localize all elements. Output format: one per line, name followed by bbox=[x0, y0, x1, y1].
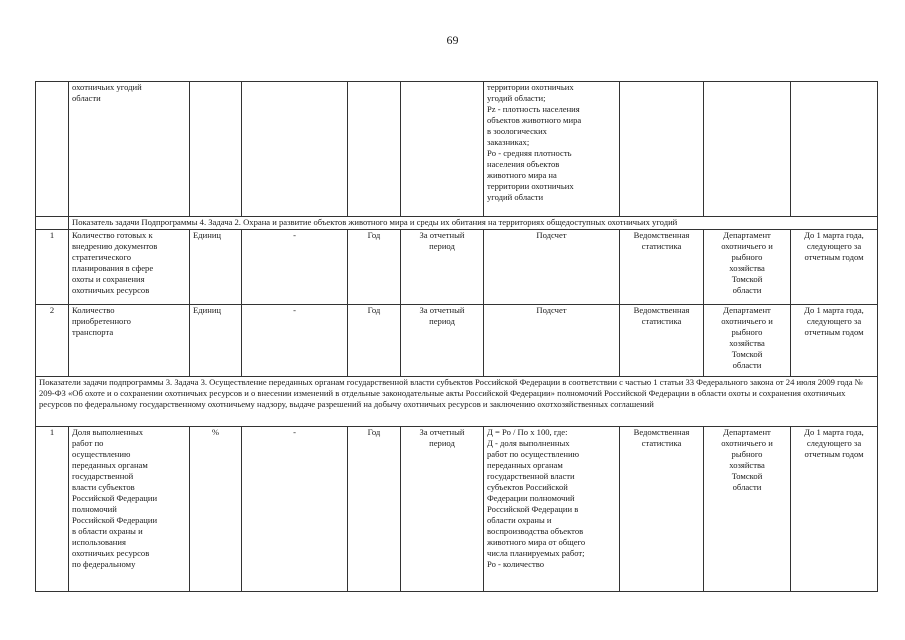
cell-responsible: Департамент охотничьего и рыбного хозяйства Томской области bbox=[704, 427, 791, 592]
section-heading-row bbox=[36, 377, 878, 427]
cell-responsible bbox=[704, 82, 791, 217]
cell-method: Подсчет bbox=[484, 230, 620, 305]
cell-num: 2 bbox=[36, 305, 69, 377]
cell-algorithm bbox=[242, 82, 348, 217]
cell-date: За отчетный период bbox=[401, 305, 484, 377]
cell-deadline: До 1 марта года, следующего за отчетным годом bbox=[791, 427, 878, 592]
cell-source bbox=[620, 82, 704, 217]
section-heading-row bbox=[36, 217, 878, 230]
cell-deadline: До 1 марта года, следующего за отчетным годом bbox=[791, 230, 878, 305]
cell-deadline bbox=[791, 82, 878, 217]
cell-unit bbox=[190, 82, 242, 217]
cell-period bbox=[348, 82, 401, 217]
cell-method: Д = Ро / По х 100, где: Д - доля выполненных работ по осуществлению переданных органам государственной власти субъектов Российской Федерации полномочий Российской Федерации в области охраны и воспроизводства объектов животного мира от общего числа планируемых работ; Ро - количество bbox=[484, 427, 620, 592]
cell-num: 1 bbox=[36, 230, 69, 305]
cell-algorithm: - bbox=[242, 305, 348, 377]
cell-num bbox=[36, 82, 69, 217]
cell-num bbox=[36, 217, 69, 230]
table-row bbox=[36, 230, 878, 305]
section-heading: Показатель задачи Подпрограммы 4. Задача 2. Охрана и развитие объектов животного мира и среды их обитания на территориях общедоступных охотничьих угодий bbox=[69, 217, 878, 230]
table-row bbox=[36, 427, 878, 592]
cell-period: Год bbox=[348, 230, 401, 305]
cell-responsible: Департамент охотничьего и рыбного хозяйства Томской области bbox=[704, 230, 791, 305]
table-row bbox=[36, 305, 878, 377]
cell-indicator-name: Доля выполненных работ по осуществлению переданных органам государственной власти субъектов Российской Федерации полномочий Российской Федерации в области охраны и использования охотничьих ресурсов по федеральному bbox=[69, 427, 190, 592]
cell-date bbox=[401, 82, 484, 217]
cell-formula: территории охотничьих угодий области; Pz - плотность населения объектов животного мира в зоологических заказниках; Po - средняя плотность населения объектов животного мира на территории охотничьих угодий области bbox=[484, 82, 620, 217]
cell-source: Ведомственная статистика bbox=[620, 230, 704, 305]
page-number: 69 bbox=[446, 33, 459, 47]
cell-indicator-name: Количество приобретенного транспорта bbox=[69, 305, 190, 377]
cell-algorithm: - bbox=[242, 230, 348, 305]
cell-responsible: Департамент охотничьего и рыбного хозяйства Томской области bbox=[704, 305, 791, 377]
cell-source: Ведомственная статистика bbox=[620, 427, 704, 592]
cell-period: Год bbox=[348, 305, 401, 377]
cell-unit: Единиц bbox=[190, 230, 242, 305]
section-heading: Показатели задачи подпрограммы 3. Задача 3. Осуществление переданных органам государственной власти субъектов Российской Федерации в соответствии с частью 1 статьи 33 Федерального закона от 24 июля 2009 года № 209-ФЗ «Об охоте и о сохранении охотничьих ресурсов и о внесении изменений в отдельные законодательные акты Российской Федерации» полномочий Российской Федерации в области охоты и сохранения охотничьих ресурсов по федеральному государственному охотничьему надзору, выдаче разрешений на добычу охотничьих ресурсов и заключению охотхозяйственных соглашений bbox=[36, 377, 878, 427]
cell-period: Год bbox=[348, 427, 401, 592]
cell-algorithm: - bbox=[242, 427, 348, 592]
cell-source: Ведомственная статистика bbox=[620, 305, 704, 377]
cell-date: За отчетный период bbox=[401, 230, 484, 305]
cell-method: Подсчет bbox=[484, 305, 620, 377]
table-row bbox=[36, 82, 878, 217]
cell-indicator-name: охотничьих угодий области bbox=[69, 82, 190, 217]
cell-unit: % bbox=[190, 427, 242, 592]
cell-indicator-name: Количество готовых к внедрению документов стратегического планирования в сфере охоты и сохранения охотничьих ресурсов bbox=[69, 230, 190, 305]
cell-num: 1 bbox=[36, 427, 69, 592]
cell-date: За отчетный период bbox=[401, 427, 484, 592]
cell-deadline: До 1 марта года, следующего за отчетным годом bbox=[791, 305, 878, 377]
cell-unit: Единиц bbox=[190, 305, 242, 377]
indicators-table bbox=[35, 81, 878, 592]
